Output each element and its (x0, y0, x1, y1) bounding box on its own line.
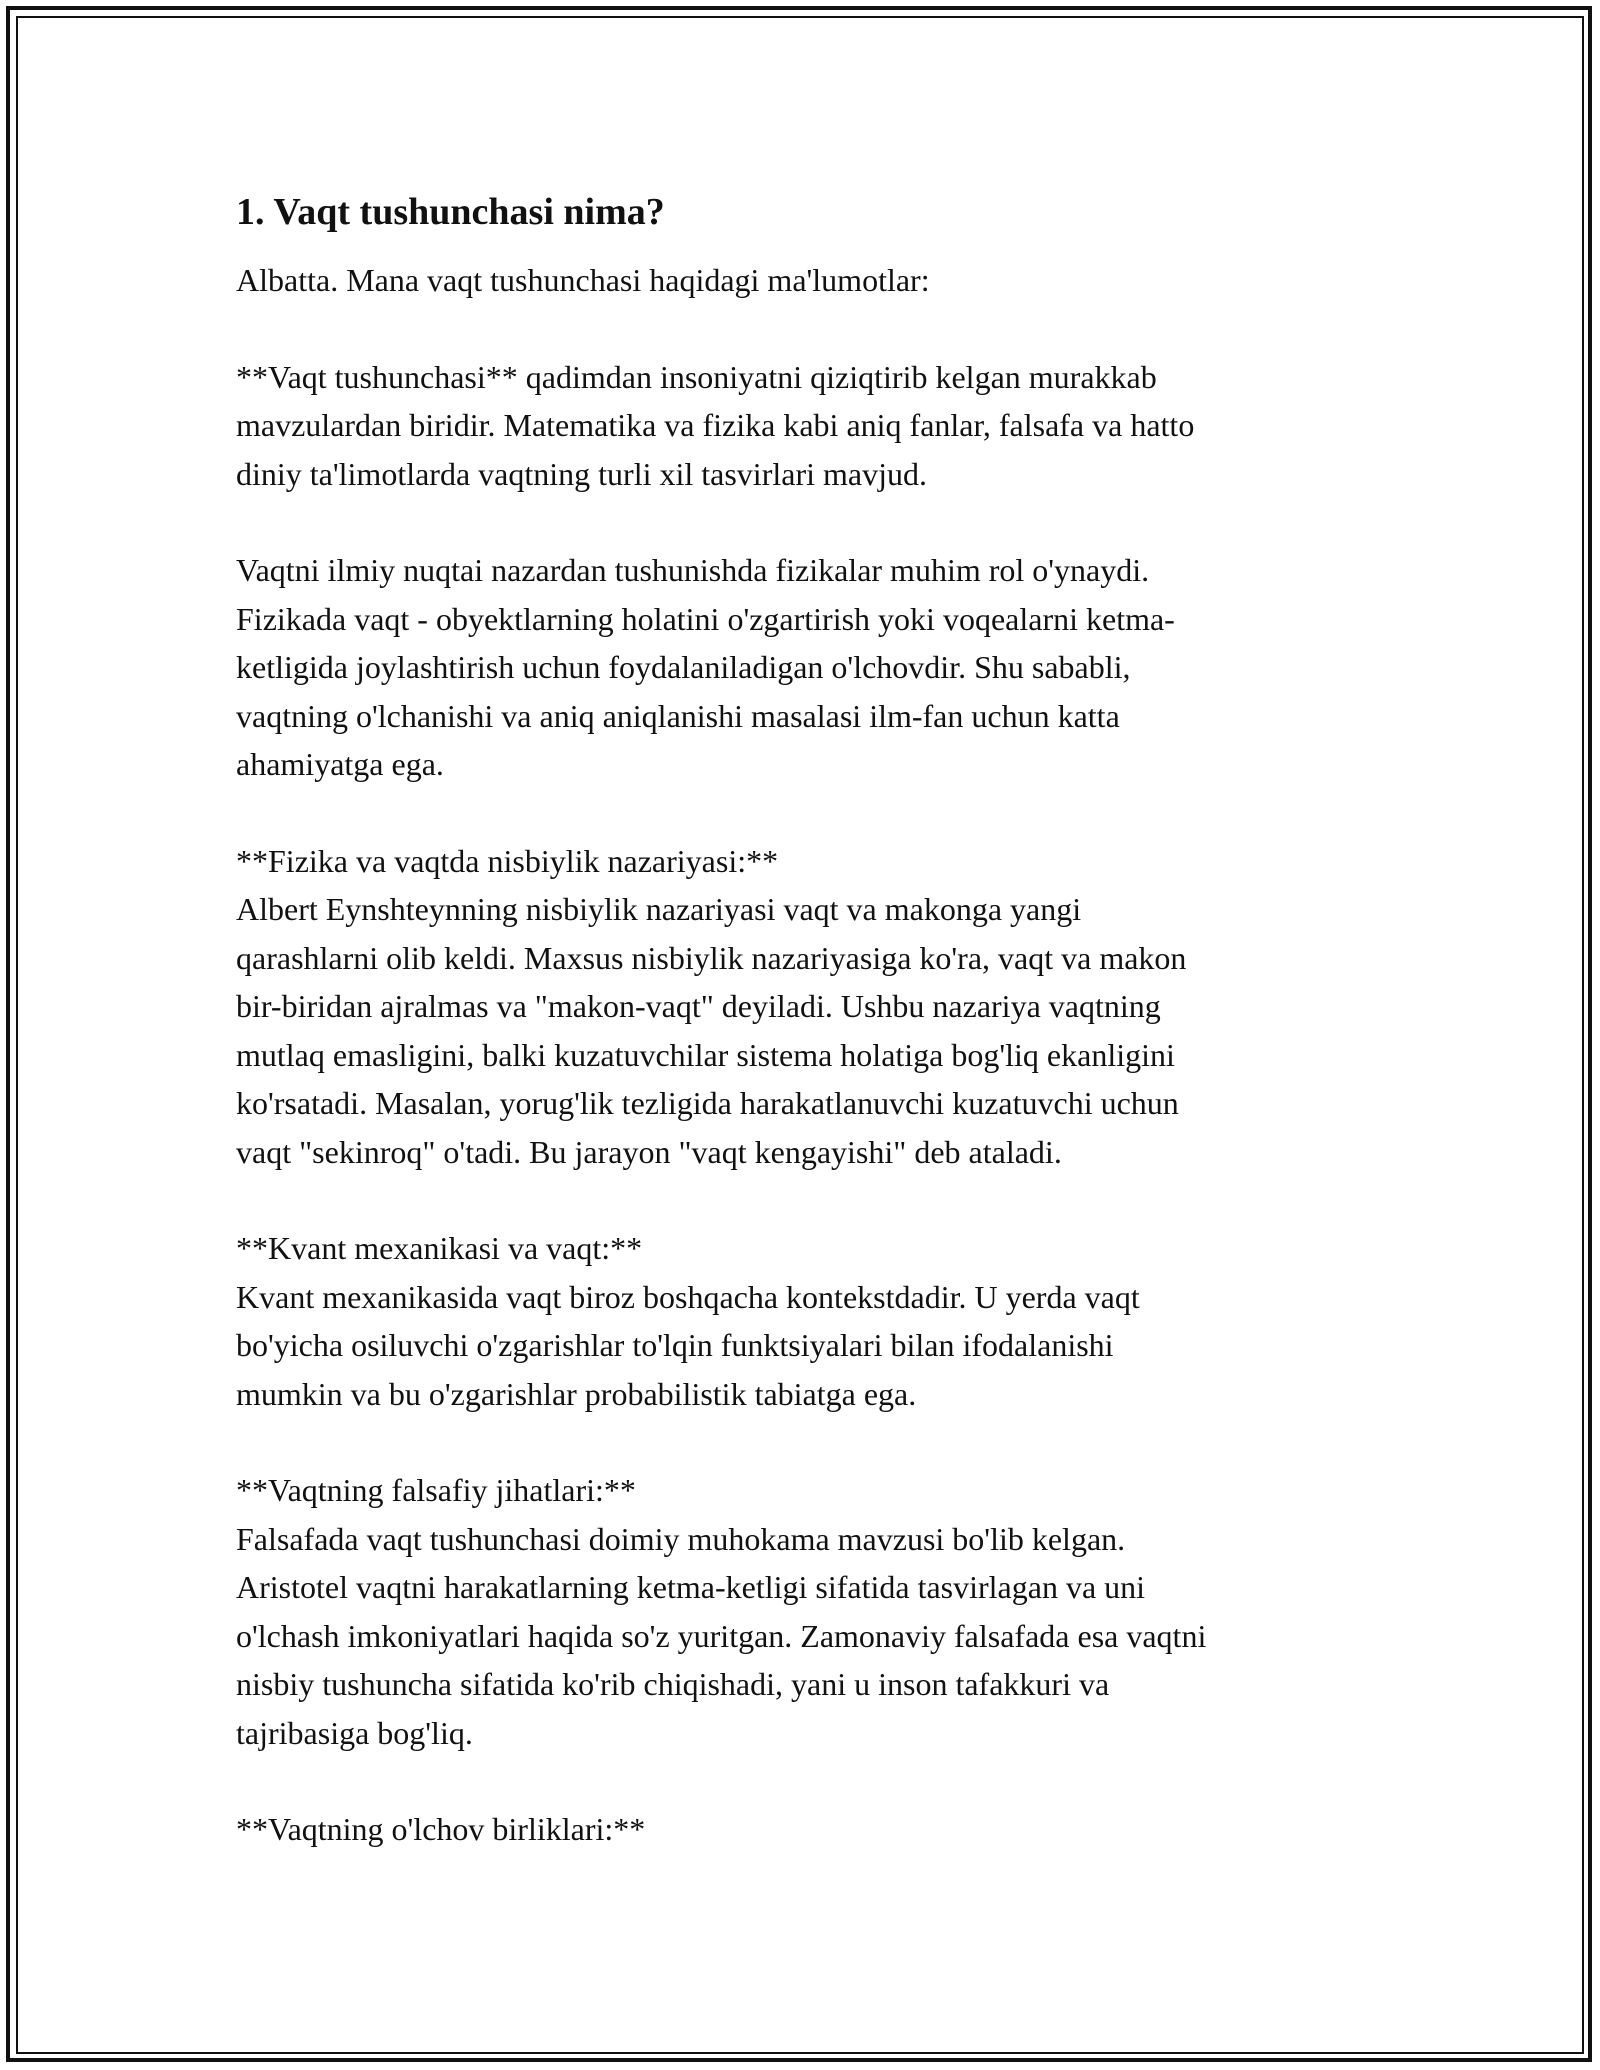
document-body (236, 188, 1356, 1854)
section-title: 1. Vaqt tushunchasi nima? (236, 191, 665, 233)
science-paragraph: Vaqtni ilmiy nuqtai nazardan tushunishda fizikalar muhim rol o'ynaydi. Fizikada vaqt - obyektlarning holatini o'zgartirish yoki voqealarni ketma- ketligida joylashtirish uchun foydalaniladigan o'lchovdir. Shu sababli, vaqtning o'lchanishi va aniq aniqlanishi masalasi ilm-fan uchun katta ahamiyatga ega. (236, 552, 1175, 782)
philosophy-paragraph: **Vaqtning falsafiy jihatlari:** Falsafada vaqt tushunchasi doimiy muhokama mavzusi bo'lib kelgan. Aristotel vaqtni harakatlarning ketma-ketligi sifatida tasvirlagan va uni o'lchash imkoniyatlari haqida so'z yuritgan. Zamonaviy falsafada esa vaqtni nisbiy tushuncha sifatida ko'rib chiqishadi, yani u inson tafakkuri va tajribasiga bog'liq. (236, 1472, 1207, 1751)
intro-paragraph: Albatta. Mana vaqt tushunchasi haqidagi ma'lumotlar: (236, 262, 930, 298)
concept-paragraph: **Vaqt tushunchasi** qadimdan insoniyatni qiziqtirib kelgan murakkab mavzulardan biridir. Matematika va fizika kabi aniq fanlar, falsafa va hatto diniy ta'limotlarda vaqtning turli xil tasvirlari mavjud. (236, 358, 1195, 492)
quantum-paragraph: **Kvant mexanikasi va vaqt:** Kvant mexanikasida vaqt biroz boshqacha kontekstdadir. U yerda vaqt bo'yicha osiluvchi o'zgarishlar to'lqin funktsiyalari bilan ifodalanishi mumkin va bu o'zgarishlar probabilistik tabiatga ega. (236, 1230, 1140, 1412)
relativity-paragraph: **Fizika va vaqtda nisbiylik nazariyasi:** Albert Eynshteynning nisbiylik nazariyasi vaqt va makonga yangi qarashlarni olib keldi. Maxsus nisbiylik nazariyasiga ko'ra, vaqt va makon bir-biridan ajralmas va "makon-vaqt" deyiladi. Ushbu nazariya vaqtning mutlaq emasligini, balki kuzatuvchilar sistema holatiga bog'liq ekanligini ko'rsatadi. Masalan, yorug'lik tezligida harakatlanuvchi kuzatuvchi uchun vaqt "sekinroq" o'tadi. Bu jarayon "vaqt kengayishi" deb ataladi. (236, 842, 1187, 1170)
units-heading: **Vaqtning o'lchov birliklari:** (236, 1811, 646, 1847)
